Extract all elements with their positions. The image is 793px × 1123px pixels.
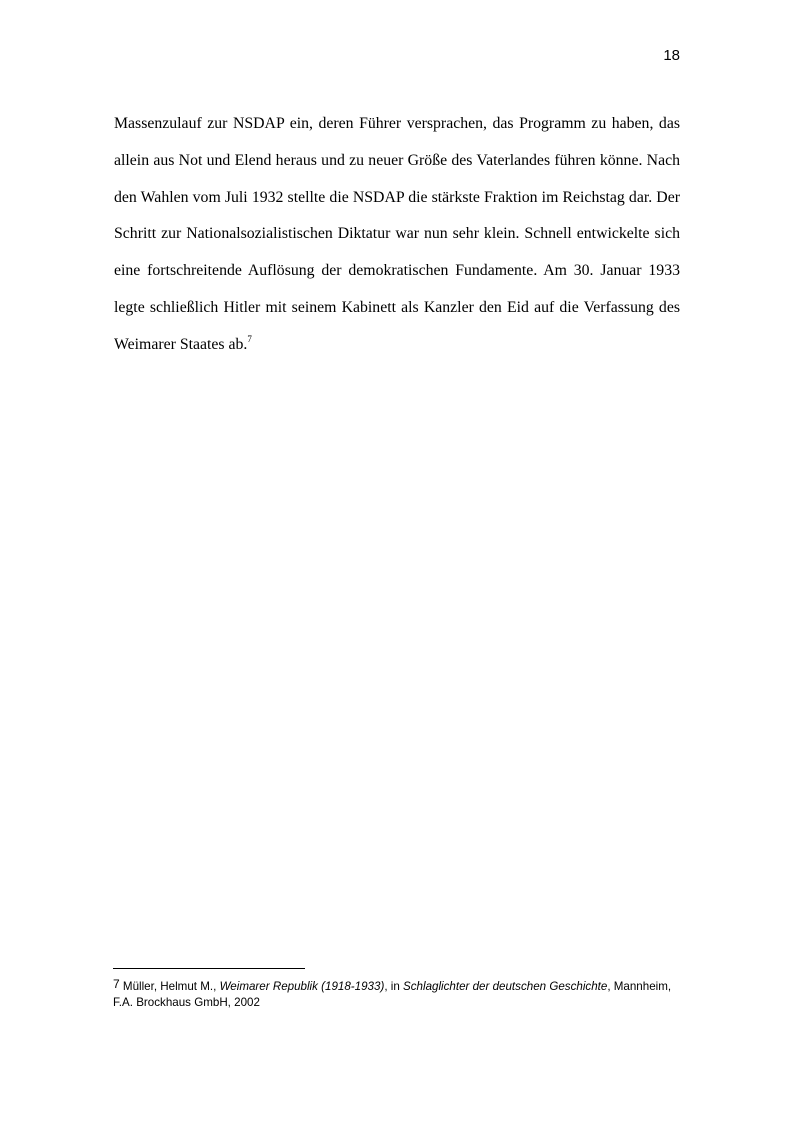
page-number: 18: [663, 47, 680, 64]
footnote-in: , in: [384, 980, 404, 993]
footnote-series: Schlaglichter der deutschen Geschichte: [403, 980, 608, 993]
footnote-author: Müller, Helmut M.,: [122, 980, 220, 993]
footnote-title: Weimarer Republik (1918-1933): [219, 980, 385, 993]
footnote: [113, 976, 683, 1011]
footnote-publisher: , Mannheim, F.A. Brockhaus GmbH, 2002: [113, 980, 672, 1009]
body-paragraph: [114, 106, 680, 364]
footnote-reference[interactable]: 7: [247, 333, 252, 344]
footnote-mark: 7: [113, 977, 120, 991]
body-paragraph-text: Massenzulauf zur NSDAP ein, deren Führer versprachen, das Programm zu haben, das allein aus Not und Elend heraus und zu neuer Größe des Vaterlandes führen könne. Nach den Wahlen vom Juli 1932 stellte die NSDAP die stärkste Fraktion im Reichstag dar. Der Schritt zur Nationalsozialistischen Diktatur war nun sehr klein. Schnell entwickelte sich eine fortschreitende Auflösung der demokratischen Fundamente. Am 30. Januar 1933 legte schließlich Hitler mit seinem Kabinett als Kanzler den Eid auf die Verfassung des Weimarer Staates ab.: [114, 115, 680, 353]
footnote-separator: [113, 968, 305, 969]
